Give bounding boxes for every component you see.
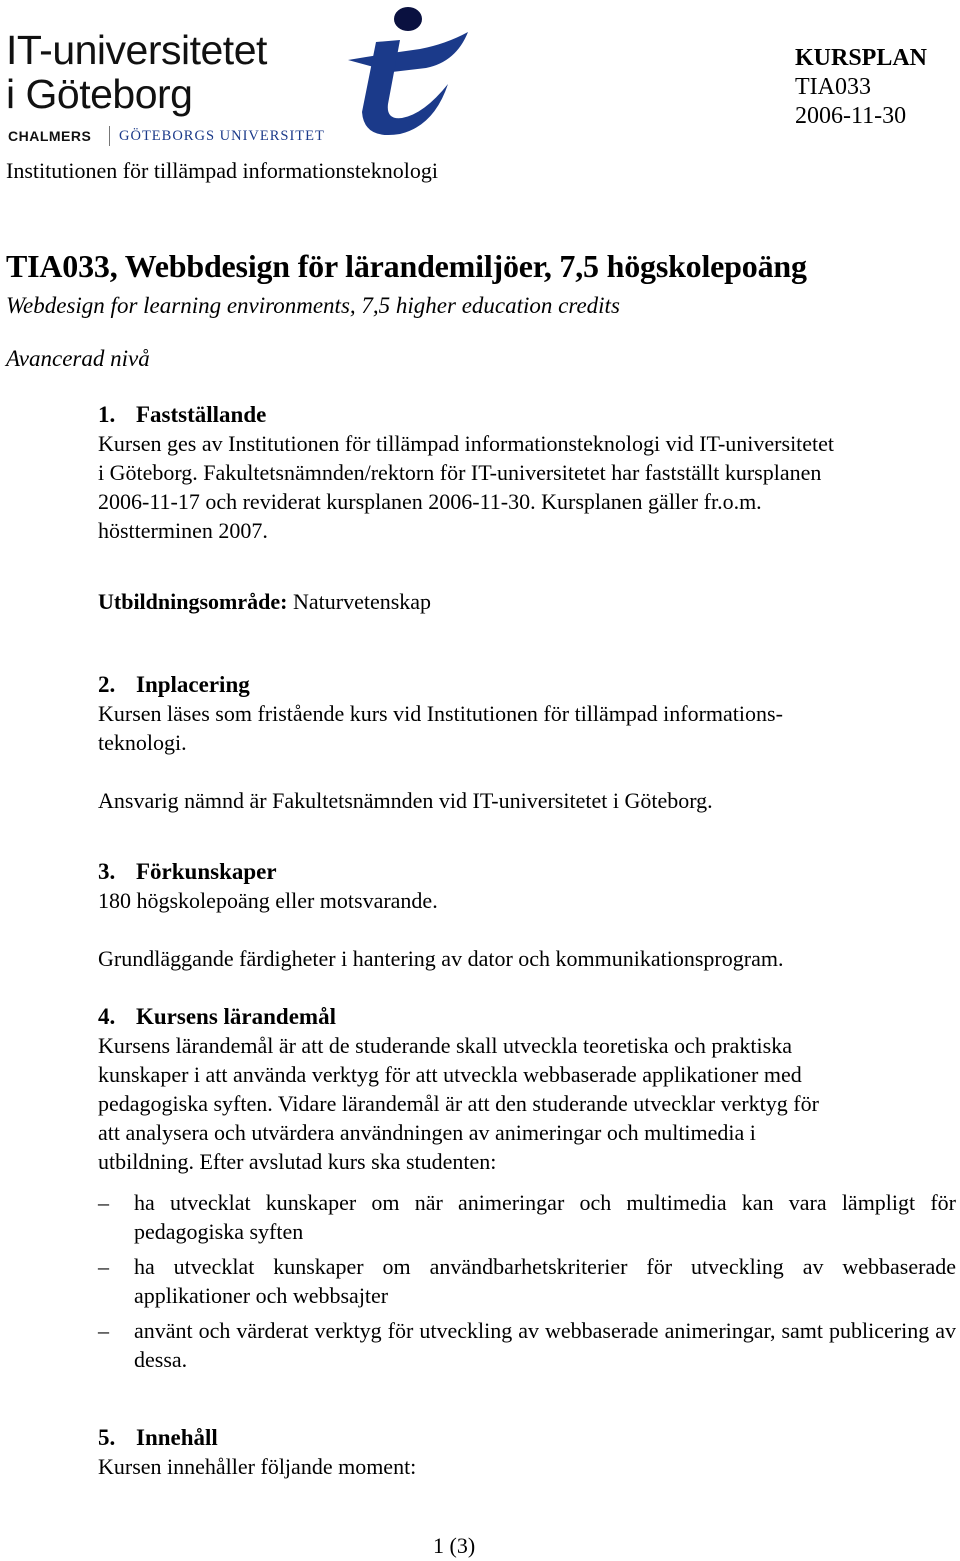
text-line: i Göteborg. Fakultetsnämnden/rektorn för IT-universitetet har fastställt kursplanen	[98, 460, 822, 485]
section-title: Förkunskaper	[136, 859, 277, 884]
text-line: höstterminen 2007.	[98, 518, 268, 543]
section-4-heading	[98, 1002, 336, 1031]
institution-name: Institutionen för tillämpad informationsteknologi	[6, 158, 438, 183]
page-number: 1 (3)	[433, 1533, 476, 1558]
section-title: Inplacering	[136, 672, 250, 697]
text-line: Kursen ges av Institutionen för tillämpad informationsteknologi vid IT-universitetet	[98, 431, 835, 456]
logo-line-2: i Göteborg	[6, 71, 193, 117]
section-number: 5.	[98, 1425, 116, 1450]
text-line: Kursens lärandemål är att de studerande skall utveckla teoretiska och praktiska	[98, 1033, 792, 1058]
section-number: 1.	[98, 402, 116, 427]
text-line: att analysera och utvärdera användningen av animeringar och multimedia i	[98, 1120, 756, 1145]
course-code: TIA033	[795, 74, 871, 100]
doc-type: KURSPLAN	[795, 45, 928, 71]
list-item	[98, 1188, 956, 1246]
bullet-dash: –	[98, 1318, 109, 1343]
list-item-text: ha utvecklat kunskaper om när animeringar och multimedia kan vara lämpligt för pedagogiska syften	[134, 1190, 956, 1244]
section-3-paragraph-1: 180 högskolepoäng eller motsvarande.	[98, 888, 438, 913]
education-area-value: Naturvetenskap	[287, 589, 432, 614]
section-4-text	[98, 1031, 819, 1176]
list-item-text: ha utvecklat kunskaper om användbarhetskriterier för utveckling av webbaserade applikationer och webbsajter	[134, 1254, 956, 1308]
section-2-heading	[98, 670, 250, 699]
section-1-heading	[98, 400, 266, 429]
it-logo-mark-icon	[344, 2, 474, 147]
section-number: 2.	[98, 672, 116, 697]
list-item	[98, 1316, 956, 1374]
doc-date: 2006-11-30	[795, 103, 907, 129]
section-3-heading	[98, 857, 277, 886]
course-title: TIA033, Webbdesign för lärandemiljöer, 7,5 högskolepoäng	[6, 248, 807, 284]
section-2-text	[98, 699, 783, 757]
section-title: Innehåll	[136, 1425, 218, 1450]
section-2-paragraph-2: Ansvarig nämnd är Fakultetsnämnden vid IT-universitetet i Göteborg.	[98, 788, 713, 813]
text-line: Kursen läses som fristående kurs vid Institutionen för tillämpad informations-	[98, 701, 783, 726]
bullet-dash: –	[98, 1190, 109, 1215]
education-area	[98, 587, 431, 616]
logo-line-1: IT-universitetet	[6, 27, 267, 73]
bullet-dash: –	[98, 1254, 109, 1279]
text-line: teknologi.	[98, 730, 187, 755]
section-3-paragraph-2: Grundläggande färdigheter i hantering av dator och kommunikationsprogram.	[98, 946, 784, 971]
course-level: Avancerad nivå	[6, 346, 150, 371]
section-number: 3.	[98, 859, 116, 884]
learning-outcomes-list	[98, 1188, 956, 1380]
section-5-paragraph-1: Kursen innehåller följande moment:	[98, 1454, 417, 1479]
section-title: Fastställande	[136, 402, 267, 427]
section-1-text	[98, 429, 834, 545]
chalmers-label: CHALMERS	[8, 128, 92, 144]
list-item	[98, 1252, 956, 1310]
text-line: 2006-11-17 och reviderat kursplanen 2006-11-30. Kursplanen gäller fr.o.m.	[98, 489, 762, 514]
section-number: 4.	[98, 1004, 116, 1029]
text-line: kunskaper i att använda verktyg för att utveckla webbaserade applikationer med	[98, 1062, 802, 1087]
text-line: utbildning. Efter avslutad kurs ska studenten:	[98, 1149, 497, 1174]
list-item-text: använt och värderat verktyg för utveckling av webbaserade animeringar, samt publicering av dessa.	[134, 1318, 956, 1372]
text-line: pedagogiska syften. Vidare lärandemål är att den studerande utvecklar verktyg för	[98, 1091, 819, 1116]
education-area-label: Utbildningsområde:	[98, 589, 288, 614]
course-title-en: Webdesign for learning environments, 7,5 higher education credits	[6, 293, 620, 318]
university-logo	[6, 24, 476, 149]
section-5-heading	[98, 1423, 218, 1452]
section-title: Kursens lärandemål	[136, 1004, 336, 1029]
logo-divider	[109, 126, 110, 146]
gu-label: GÖTEBORGS UNIVERSITET	[119, 128, 325, 144]
